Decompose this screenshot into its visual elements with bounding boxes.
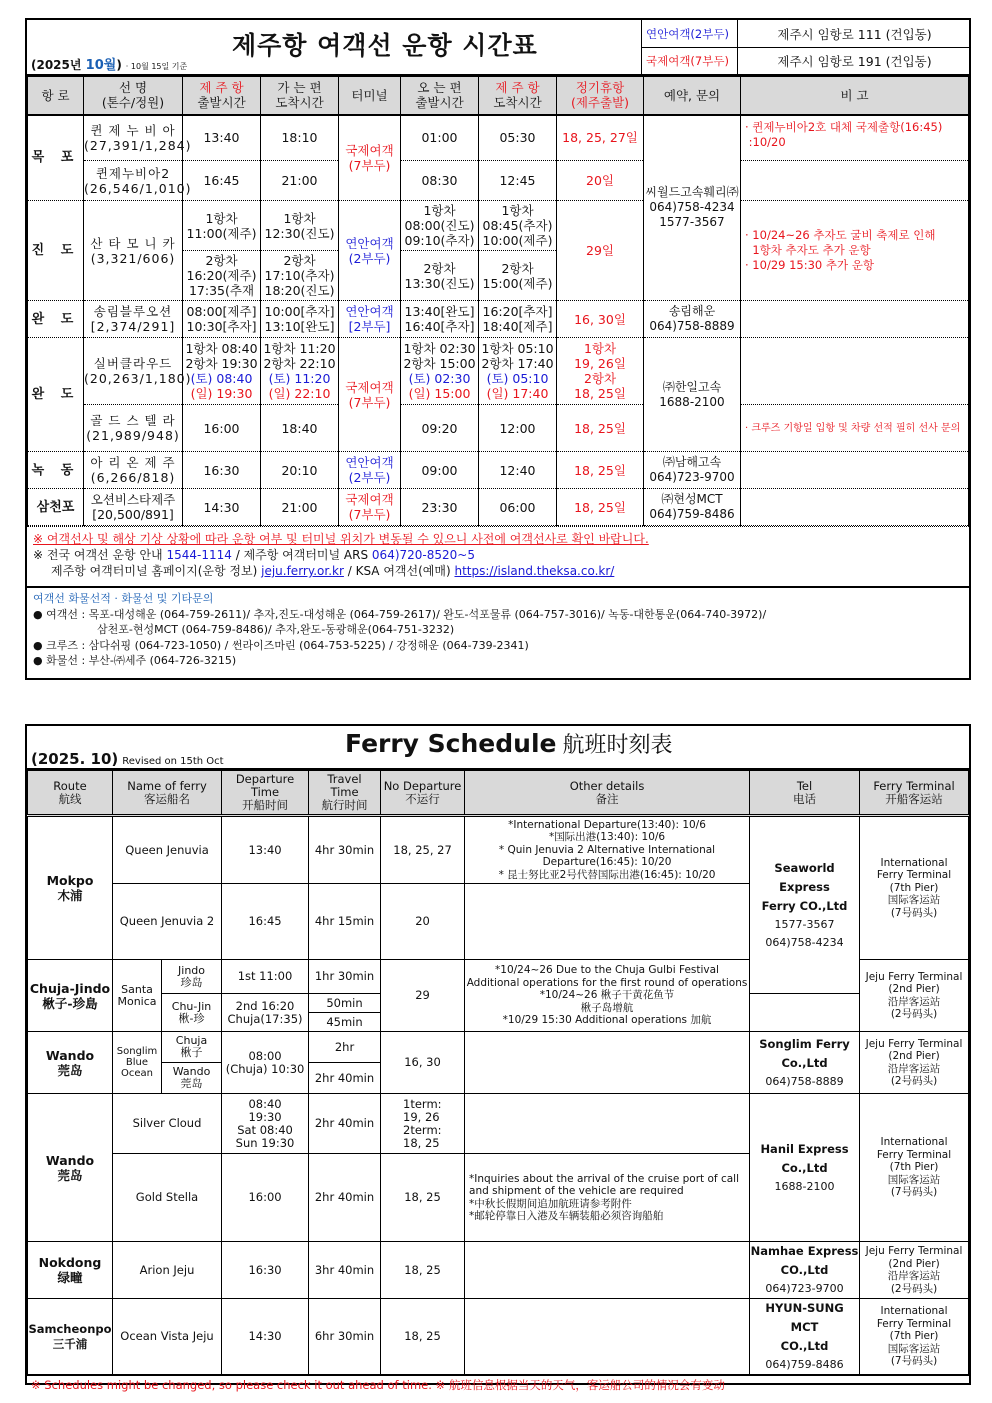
return-departure-time: 09:00 — [401, 452, 479, 489]
tel-cell: Hanil Express Co.,Ltd 1688-2100 — [750, 1094, 860, 1242]
terminal-label: 연안여객(2부두) — [641, 20, 738, 47]
cargo-inquiries — [27, 586, 969, 672]
terminal-row-international — [641, 47, 971, 74]
route-cell: Wando 莞岛 — [28, 1032, 113, 1094]
contact-cell: ㈜현성MCT 064)759-8486 — [644, 489, 741, 526]
ars-phone: 064)720-8520~5 — [371, 548, 475, 562]
terminal-cell: International Ferry Terminal (7th Pier) 国际客运站 (7号码头) — [860, 816, 969, 960]
off-days: 1항차 19, 26일 2항차 18, 25일 — [557, 338, 644, 405]
no-departure: 18, 25 — [381, 1299, 465, 1375]
arrival-time: 21:00 — [261, 161, 339, 201]
change-warning: ※ 여객선사 및 해상 기상 상황에 따라 운항 여부 및 터미널 위치가 변동될 수 있으니 사전에 여객선사로 확인 바랍니다. — [33, 532, 649, 546]
return-departure-time: 08:30 — [401, 161, 479, 201]
ship-cell: 골 드 스 텔 라 (21,989/948) — [84, 405, 183, 452]
leg-name: Chuja 楸子 — [162, 1032, 222, 1063]
info-line: ※ 전국 여객선 운항 안내 1544-1114 / 제주항 여객터미널 ARS 064)720-8520~5 — [33, 548, 475, 562]
off-days: 18, 25일 — [557, 452, 644, 489]
ferry-name: Arion Jeju — [113, 1242, 222, 1299]
ferry-name: Queen Jenuvia — [113, 816, 222, 884]
route-cell: 진 도 — [28, 201, 84, 301]
english-title-bar — [27, 726, 969, 770]
departure-time: 2nd 16:20 Chuja(17:35) — [222, 994, 309, 1032]
off-days: 18, 25일 — [557, 405, 644, 452]
terminal-cell: 국제여객 (7부두) — [339, 115, 401, 201]
departure-time: 16:45 — [183, 161, 261, 201]
notice-section — [27, 526, 969, 586]
departure-time: 16:30 — [222, 1242, 309, 1299]
table-row — [28, 1299, 969, 1375]
terminal-address: 제주시 임항로 111 (건입동) — [777, 26, 932, 42]
departure-time: 1항차 11:00(제주) — [183, 201, 261, 251]
departure-time: 1st 11:00 — [222, 960, 309, 994]
leg-name: Chu-Jin 楸-珍 — [162, 994, 222, 1032]
off-days: 18, 25, 27일 — [557, 115, 644, 161]
table-row — [28, 816, 969, 884]
terminal-cell: 연안여객 [2부두] — [339, 301, 401, 338]
terminal-cell: 연안여객 (2부두) — [339, 201, 401, 301]
route-cell: 목 포 — [28, 115, 84, 201]
off-days: 18, 25일 — [557, 489, 644, 526]
departure-time: 14:30 — [222, 1299, 309, 1375]
table-header — [28, 77, 969, 115]
ferry-name: Ocean Vista Jeju — [113, 1299, 222, 1375]
no-departure: 1term: 19, 26 2term: 18, 25 — [381, 1094, 465, 1154]
no-departure: 18, 25, 27 — [381, 816, 465, 884]
table-row — [28, 452, 969, 489]
ksa-link[interactable]: https://island.theksa.co.kr/ — [454, 564, 615, 578]
header-route: Route 航线 — [28, 771, 113, 816]
header-terminal: Ferry Terminal 开船客运站 — [860, 771, 969, 816]
ferry-name: Queen Jenuvia 2 — [113, 884, 222, 960]
header-regular-off: 정기휴항 (제주출발) — [557, 77, 644, 115]
arrival-time: 20:10 — [261, 452, 339, 489]
terminal-address: 제주시 임항로 191 (건입동) — [777, 54, 932, 69]
contact-cell: 씨월드고속훼리㈜ 064)758-4234 1577-3567 — [644, 115, 741, 301]
travel-time: 6hr 30min — [309, 1299, 381, 1375]
travel-time: 2hr 40min — [309, 1063, 381, 1094]
return-departure-time: 13:40[완도] 16:40[추자] — [401, 301, 479, 338]
tel-cell: Seaworld Express Ferry CO.,Ltd 1577-3567 064)758-4234 — [750, 816, 860, 994]
details-cell — [465, 1032, 750, 1094]
remark-cell — [741, 301, 969, 338]
contact-cell: ㈜남해고속 064)723-9700 — [644, 452, 741, 489]
cargo-line: 삼천포-현성MCT (064-759-8486)/ 추자,완도-동광해운(064-751-3232) — [97, 623, 455, 636]
jeju-arrival-time: 06:00 — [479, 489, 557, 526]
arrival-time: 18:40 — [261, 405, 339, 452]
route-cell: 완 도 — [28, 338, 84, 452]
header-terminal: 터미널 — [339, 77, 401, 115]
remark-cell — [741, 489, 969, 526]
off-days: 16, 30일 — [557, 301, 644, 338]
contact-cell: 송림해운 064)758-8889 — [644, 301, 741, 338]
no-departure: 20 — [381, 884, 465, 960]
travel-time: 4hr 15min — [309, 884, 381, 960]
remark-cell: · 10/24~26 추자도 굴비 축제로 인해 1항차 추자도 추가 운항 · 10/29 15:30 추가 운항 — [741, 201, 969, 301]
leg-name: Wando 莞岛 — [162, 1063, 222, 1094]
korean-schedule-table — [27, 76, 969, 526]
remark-cell — [741, 161, 969, 201]
cargo-line: ● 크루즈 : 삼다쉬핑 (064-723-1050) / 썬라이즈마린 (064-753-5225) / 강정해운 (064-739-2341) — [33, 638, 529, 652]
arrival-time: 1항차 11:20 2항차 22:10 (토) 11:20 (일) 22:10 — [261, 338, 339, 405]
table-row — [28, 301, 969, 338]
table-row — [28, 1032, 969, 1063]
korean-schedule-sheet — [25, 18, 971, 680]
english-schedule-sheet — [25, 724, 971, 1392]
jeju-arrival-time: 12:40 — [479, 452, 557, 489]
table-row — [28, 405, 969, 452]
cargo-line: ● 화물선 : 부산-㈜세주 (064-726-3215) — [33, 654, 237, 667]
departure-time: 08:00 (Chuja) 10:30 — [222, 1032, 309, 1094]
return-departure-time: 1항차 02:30 2항차 15:00 (토) 02:30 (일) 15:00 — [401, 338, 479, 405]
jeju-arrival-time: 1항차 08:45(추자) 10:00(제주) — [479, 201, 557, 251]
route-cell: 삼천포 — [28, 489, 84, 526]
details-cell — [465, 1299, 750, 1375]
details-cell: *International Departure(13:40): 10/6 *国际出港(13:40): 10/6 * Quin Jenuvia 2 Alternative International Departure(16:45): 10/20 * 昆士努比亚2号代替国际出港(16:45): 10/20 — [465, 816, 750, 884]
tel-cell: Namhae Express CO.,Ltd 064)723-9700 — [750, 1242, 860, 1299]
header-outbound-arrival: 가 는 편 도착시간 — [261, 77, 339, 115]
header-departure: Departure Time 开船时间 — [222, 771, 309, 816]
homepage-line: 제주항 여객터미널 홈페이지(운항 정보) jeju.ferry.or.kr / KSA 여객선(예매) https://island.theksa.co.kr/ — [51, 564, 615, 578]
arrival-time: 1항차 12:30(진도) — [261, 201, 339, 251]
details-cell: *10/24~26 Due to the Chuja Gulbi Festival Additional operations for the first round of operations *10/24~26 楸子干黄花鱼节 楸子岛增航 *10/29 15:30 Additional operations 加航 — [465, 960, 750, 1032]
departure-time: 14:30 — [183, 489, 261, 526]
travel-time: 50min — [309, 994, 381, 1013]
jeju-arrival-time: 16:20[추자] 18:40[제주] — [479, 301, 557, 338]
header-ferry-name: Name of ferry 客运船名 — [113, 771, 222, 816]
terminal-label: 국제여객(7부두) — [641, 48, 738, 74]
return-departure-time: 01:00 — [401, 115, 479, 161]
details-cell — [465, 1242, 750, 1299]
ferry-name: Silver Cloud — [113, 1094, 222, 1154]
terminal-cell: Jeju Ferry Terminal (2nd Pier) 沿岸客运站 (2号码头) — [860, 960, 969, 1032]
jeju-arrival-time: 05:30 — [479, 115, 557, 161]
header-contact: 예약, 문의 — [644, 77, 741, 115]
ship-cell: 아 리 온 제 주 (6,266/818) — [84, 452, 183, 489]
english-title: Ferry Schedule 航班时刻表 — [345, 729, 673, 758]
ferry-name: Santa Monica — [113, 960, 162, 1032]
table-row — [28, 338, 969, 405]
tel-cell: HYUN-SUNG MCT CO.,Ltd 064)759-8486 — [750, 1299, 860, 1375]
terminal-cell: Jeju Ferry Terminal (2nd Pier) 沿岸客运站 (2号码头) — [860, 1032, 969, 1094]
terminal-row-coastal — [641, 20, 971, 47]
departure-time: 13:40 — [222, 816, 309, 884]
leg-name: Jindo 珍岛 — [162, 960, 222, 994]
contact-cell: ㈜한일고속 1688-2100 — [644, 338, 741, 452]
departure-time: 13:40 — [183, 115, 261, 161]
no-departure: 29 — [381, 960, 465, 1032]
arrival-time: 10:00[추자] 13:10[완도] — [261, 301, 339, 338]
info-phone: 1544-1114 — [166, 548, 232, 562]
terminal-cell: International Ferry Terminal (7th Pier) 国际客运站 (7号码头) — [860, 1299, 969, 1375]
header-travel-time: Travel Time 航行时间 — [309, 771, 381, 816]
header-return-departure: 오 는 편 출발시간 — [401, 77, 479, 115]
off-days: 29일 — [557, 201, 644, 301]
table-row — [28, 1242, 969, 1299]
travel-time: 45min — [309, 1013, 381, 1032]
departure-time: 16:00 — [222, 1154, 309, 1242]
ship-cell: 실버클라우드 (20,263/1,180) — [84, 338, 183, 405]
arrival-time: 18:10 — [261, 115, 339, 161]
ship-cell: 송림블루오션 [2,374/291] — [84, 301, 183, 338]
route-cell: 녹 동 — [28, 452, 84, 489]
route-cell: Wando 莞岛 — [28, 1094, 113, 1242]
travel-time: 2hr 40min — [309, 1154, 381, 1242]
header-ship: 선 명 (톤수/정원) — [84, 77, 183, 115]
header-tel: Tel 电话 — [750, 771, 860, 816]
no-departure: 18, 25 — [381, 1154, 465, 1242]
header-jeju-arrival: 제 주 항 도착시간 — [479, 77, 557, 115]
asof-year: (2025년 — [31, 58, 86, 72]
terminal-cell: Jeju Ferry Terminal (2nd Pier) 沿岸客运站 (2号码头) — [860, 1242, 969, 1299]
departure-time: 16:45 — [222, 884, 309, 960]
terminal-cell: International Ferry Terminal (7th Pier) 国际客运站 (7号码头) — [860, 1094, 969, 1242]
remark-cell — [741, 452, 969, 489]
table-row — [28, 1094, 969, 1154]
route-cell: Nokdong 绿疃 — [28, 1242, 113, 1299]
table-header — [28, 771, 969, 816]
ship-cell: 퀸제누비아2 (26,546/1,010) — [84, 161, 183, 201]
ship-cell: 퀸 제 누 비 아 (27,391/1,284) — [84, 115, 183, 161]
details-cell — [465, 884, 750, 960]
route-cell: Samcheonpo 三千浦 — [28, 1299, 113, 1375]
no-departure: 18, 25 — [381, 1242, 465, 1299]
remark-cell: · 퀸제누비아2호 대체 국제출항(16:45) :10/20 — [741, 115, 969, 161]
jeju-arrival-time: 12:45 — [479, 161, 557, 201]
return-departure-time: 2항차 13:30(진도) — [401, 251, 479, 301]
header-details: Other details 备注 — [465, 771, 750, 816]
remark-cell — [741, 338, 969, 405]
table-row — [28, 201, 969, 251]
schedule-change-footer: ※ Schedules might be changed, so please check it out ahead of time. ※ 航班信息根据当天的天气，客运船公司的情况会有变动 — [27, 1375, 969, 1394]
no-departure: 16, 30 — [381, 1032, 465, 1094]
travel-time: 2hr — [309, 1032, 381, 1063]
terminal-address-box — [641, 20, 971, 74]
departure-time: 08:00[제주] 10:30[추자] — [183, 301, 261, 338]
travel-time: 2hr 40min — [309, 1094, 381, 1154]
asof-month: 10월 — [85, 58, 117, 73]
departure-time: 08:40 19:30 Sat 08:40 Sun 19:30 — [222, 1094, 309, 1154]
ship-cell: 오션비스타제주 [20,500/891] — [84, 489, 183, 526]
travel-time: 1hr 30min — [309, 960, 381, 994]
departure-time: 16:00 — [183, 405, 261, 452]
departure-time: 16:30 — [183, 452, 261, 489]
header-no-departure: No Departure 不运行 — [381, 771, 465, 816]
header-remarks: 비 고 — [741, 77, 969, 115]
arrival-time: 21:00 — [261, 489, 339, 526]
asof-basis: · 10월 15일 기준 — [125, 62, 188, 71]
route-cell: Chuja-Jindo 楸子-珍島 — [28, 960, 113, 1032]
return-departure-time: 1항차 08:00(진도) 09:10(추자) — [401, 201, 479, 251]
return-departure-time: 23:30 — [401, 489, 479, 526]
table-row — [28, 115, 969, 161]
travel-time: 3hr 40min — [309, 1242, 381, 1299]
cargo-line: ● 여객선 : 목포-대성해운 (064-759-2611)/ 추자,진도-대성해운 (064-759-2617)/ 완도-석포물류 (064-757-3016)/ 녹동-대한통운(064-740-3972)/ — [33, 607, 767, 621]
jeju-ferry-link[interactable]: jeju.ferry.or.kr — [261, 564, 344, 578]
jeju-arrival-time: 12:00 — [479, 405, 557, 452]
details-cell: *Inquiries about the arrival of the cruise port of call and shipment of the vehicle are required *中秋长假期间追加航班请参考附件 *邮轮停靠日入港及车辆装船必须咨询船舶 — [465, 1154, 750, 1242]
travel-time: 4hr 30min — [309, 816, 381, 884]
off-days: 20일 — [557, 161, 644, 201]
return-departure-time: 09:20 — [401, 405, 479, 452]
departure-time: 1항차 08:40 2항차 19:30 (토) 08:40 (일) 19:30 — [183, 338, 261, 405]
arrival-time: 2항차 17:10(추자) 18:20(진도) — [261, 251, 339, 301]
details-cell — [465, 1094, 750, 1154]
jeju-arrival-time: 1항차 05:10 2항차 17:40 (토) 05:10 (일) 17:40 — [479, 338, 557, 405]
route-cell: Mokpo 木浦 — [28, 816, 113, 960]
route-cell: 완 도 — [28, 301, 84, 338]
table-row — [28, 161, 969, 201]
asof-close: ) — [116, 58, 122, 72]
jeju-arrival-time: 2항차 15:00(제주) — [479, 251, 557, 301]
ship-cell: 산 타 모 니 카 (3,321/606) — [84, 201, 183, 301]
header-route: 항 로 — [28, 77, 84, 115]
header-jeju-departure: 제 주 항 출발시간 — [183, 77, 261, 115]
english-schedule-table — [27, 770, 969, 1375]
as-of-date — [31, 54, 187, 73]
revision-note: (2025. 10) Revised on 15th Oct — [31, 750, 224, 768]
cargo-heading: 여객선 화물선적 · 화물선 및 기타문의 — [33, 592, 214, 605]
departure-time: 2항차 16:20(제주) 17:35(추재 — [183, 251, 261, 301]
terminal-cell: 국제여객 (7부두) — [339, 338, 401, 452]
page-title: 제주항 여객선 운항 시간표 — [232, 31, 538, 60]
tel-cell: Songlim Ferry Co.,Ltd 064)758-8889 — [750, 1032, 860, 1094]
table-row — [28, 489, 969, 526]
terminal-cell: 국제여객 (7부두) — [339, 489, 401, 526]
korean-title-bar — [27, 20, 969, 76]
remark-cell: · 크루즈 기항일 입항 및 차량 선적 필히 선사 문의 — [741, 405, 969, 452]
ferry-name: Gold Stella — [113, 1154, 222, 1242]
ferry-name: Songlim Blue Ocean — [113, 1032, 162, 1094]
terminal-cell: 연안여객 (2부두) — [339, 452, 401, 489]
